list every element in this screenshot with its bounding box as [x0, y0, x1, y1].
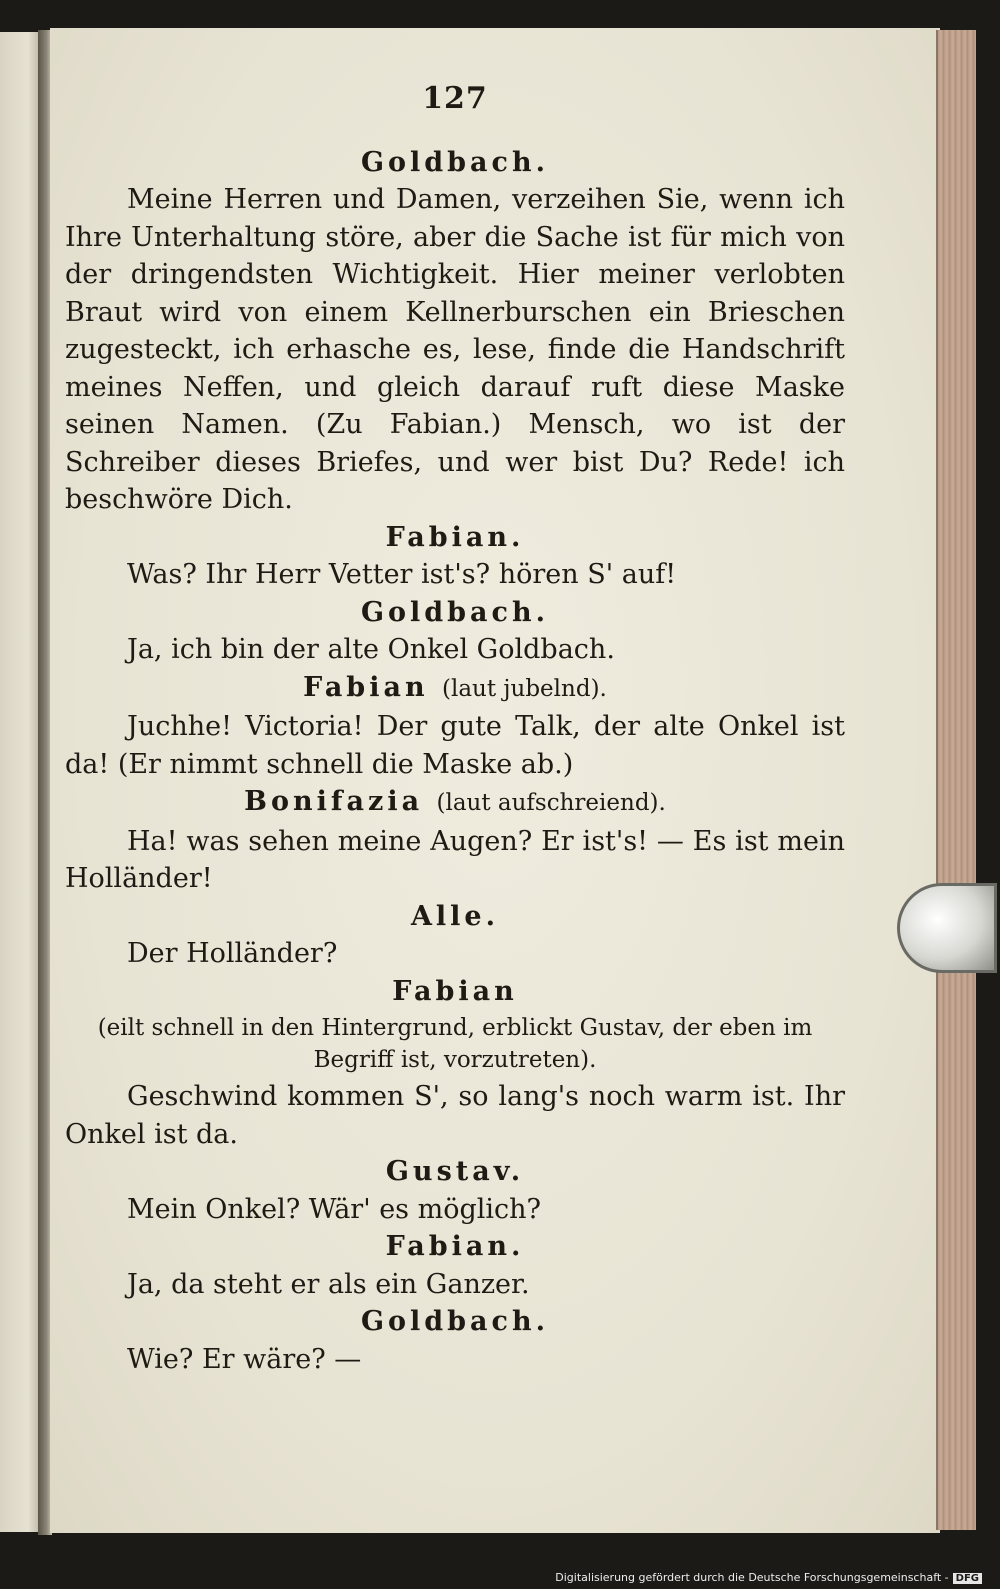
speaker-label [65, 1228, 845, 1266]
stage-direction: (eilt schnell in den Hintergrund, erblickt Gustav, der eben im Begriff ist, vorzutreten). [97, 1015, 813, 1073]
page-number: 127 [422, 81, 488, 116]
dialogue-paragraph: Der Holländer? [127, 938, 338, 969]
dialogue-paragraph: Mein Onkel? Wär' es möglich? [127, 1193, 542, 1225]
speaker-label [65, 144, 845, 182]
credit-text: Digitalisierung gefördert durch die Deutsche Forschungsgemeinschaft - [555, 1571, 949, 1584]
speaker-name: Fabian [392, 975, 518, 1007]
speaker-name: Goldbach. [360, 596, 550, 628]
stage-direction: (laut jubelnd). [441, 675, 607, 702]
speaker-name: Bonifazia [244, 786, 424, 817]
speaker-name: Gustav. [385, 1156, 525, 1187]
page-text [65, 80, 845, 1378]
page-clip-icon [897, 883, 997, 973]
dialogue-paragraph: Was? Ihr Herr Vetter ist's? hören S' auf! [127, 559, 677, 590]
speaker-name: Goldbach. [360, 1306, 550, 1337]
dialogue-paragraph: Ja, ich bin der alte Onkel Goldbach. [127, 634, 615, 665]
speaker-label [65, 519, 845, 557]
speaker-name: Alle. [410, 900, 500, 932]
dialogue-paragraph: Wie? Er wäre? — [127, 1343, 362, 1375]
page-block-edge [936, 30, 976, 1530]
speaker-name: Fabian [303, 671, 429, 703]
dialogue-paragraph: Ha! was sehen meine Augen? Er ist's! — Es ist mein Holländer! [65, 825, 845, 894]
dialogue-paragraph: Juchhe! Victoria! Der gute Talk, der alte Onkel ist da! (Er nimmt schnell die Maske ab.) [65, 711, 845, 780]
dialogue-paragraph: Meine Herren und Damen, verzeihen Sie, wenn ich Ihre Unterhaltung störe, aber die Sache ist für mich von der dringendsten Wichtigkeit. Hier meiner verlobten Braut wird von einem Kellnerburschen ein Brieschen zugesteckt, ich erhasche es, lese, finde die Handschrift meines Neffen, und gleich darauf ruft diese Maske seinen Namen. (Zu Fabian.) Mensch, wo ist der Schreiber dieses Briefes, und wer bist Du? Rede! ich beschwöre Dich. [65, 184, 845, 515]
dialogue-paragraph: Geschwind kommen S', so lang's noch warm ist. Ihr Onkel ist da. [65, 1081, 845, 1150]
speaker-label [65, 783, 845, 823]
dfg-logo-icon: DFG [953, 1573, 982, 1584]
dialogue-paragraph: Ja, da steht er als ein Ganzer. [127, 1268, 530, 1300]
speaker-name: Goldbach. [360, 146, 550, 178]
speaker-label [65, 898, 845, 936]
left-page-edge [0, 32, 40, 1532]
speaker-label [65, 669, 845, 709]
speaker-label [65, 1303, 845, 1341]
speaker-name: Fabian. [385, 521, 525, 553]
stage-direction: (laut aufschreiend). [436, 790, 666, 816]
speaker-label [65, 973, 845, 1011]
speaker-label [65, 1153, 845, 1191]
speaker-label [65, 594, 845, 632]
digitization-credit [551, 1569, 986, 1586]
speaker-name: Fabian. [385, 1231, 525, 1262]
